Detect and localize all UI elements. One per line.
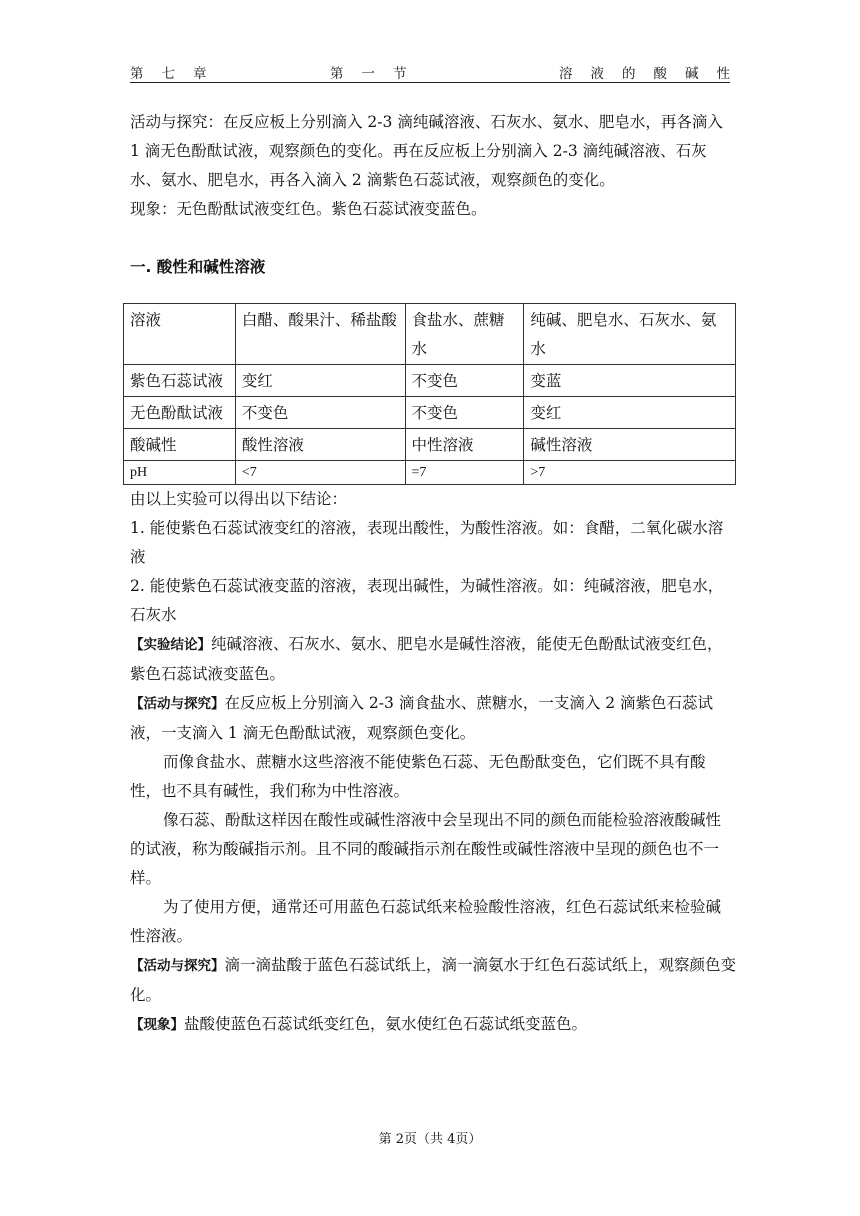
section-title: 一. 酸性和碱性溶液 [130, 258, 266, 276]
table-cell: 紫色石蕊试液 [124, 365, 236, 397]
table-cell: >7 [524, 461, 736, 485]
table-cell: 无色酚酞试液 [124, 397, 236, 429]
page-footer: 第 2页（共 4页） [378, 1132, 482, 1147]
conclusion-2: 2. 能使紫色石蕊试液变蓝的溶液，表现出碱性，为碱性溶液。如：纯碱溶液，肥皂水，石灰水 [130, 577, 724, 624]
test-paper-paragraph: 为了使用方便，通常还可用蓝色石蕊试纸来检验酸性溶液，红色石蕊试纸来检验碱性溶液。 [130, 898, 722, 945]
indicator-table [123, 303, 736, 485]
neutral-paragraph: 而像食盐水、蔗糖水这些溶液不能使紫色石蕊、无色酚酞变色，它们既不具有酸性，也不具有碱性，我们称为中性溶液。 [130, 753, 706, 800]
table-row [124, 461, 736, 485]
table-cell: pH [124, 461, 236, 485]
header-section: 第一节 [330, 66, 425, 82]
conclusion-intro: 由以上实验可以得出以下结论： [130, 490, 348, 508]
table-row [124, 397, 736, 429]
intro-phenomenon: 现象：无色酚酞试液变红色。紫色石蕊试液变蓝色。 [130, 200, 487, 218]
conclusion-1: 1. 能使紫色石蕊试液变红的溶液，表现出酸性，为酸性溶液。如：食醋，二氧化碳水溶液 [130, 519, 724, 566]
phenomenon-3 [130, 1010, 736, 1040]
page-content [130, 108, 736, 1040]
phenomenon-3-text: 盐酸使蓝色石蕊试纸变红色，氨水使红色石蕊试纸变蓝色。 [184, 1015, 588, 1033]
table-cell: 碱性溶液 [524, 429, 736, 461]
table-row [124, 304, 736, 365]
table-cell: 食盐水、蔗糖水 [405, 304, 524, 365]
header-topic: 溶液的酸碱性 [559, 66, 748, 82]
activity-2-text: 在反应板上分别滴入 2-3 滴食盐水、蔗糖水，一支滴入 2 滴紫色石蕊试液，一支滴入 1 滴无色酚酞试液，观察颜色变化。 [130, 694, 714, 742]
table-cell: =7 [405, 461, 524, 485]
activity-3-label: 【活动与探究】 [130, 958, 225, 974]
page-header [130, 62, 748, 83]
table-cell: 酸碱性 [124, 429, 236, 461]
experiment-conclusion-label: 【实验结论】 [130, 637, 211, 653]
table-row [124, 365, 736, 397]
intro-paragraph: 活动与探究：在反应板上分别滴入 2-3 滴纯碱溶液、石灰水、氨水、肥皂水，再各滴入 1 滴无色酚酞试液，观察颜色的变化。再在反应板上分别滴入 2-3 滴纯碱溶液、石灰水、氨水、肥皂水，再各入滴入 2 滴紫色石蕊试液，观察颜色的变化。 [130, 113, 723, 189]
table-cell: 不变色 [405, 365, 524, 397]
table-cell: 变蓝 [524, 365, 736, 397]
table-cell: 溶液 [124, 304, 236, 365]
table-cell: 中性溶液 [405, 429, 524, 461]
activity-2 [130, 689, 736, 748]
activity-3-text: 滴一滴盐酸于蓝色石蕊试纸上，滴一滴氨水于红色石蕊试纸上，观察颜色变化。 [130, 956, 737, 1004]
indicator-paragraph: 像石蕊、酚酞这样因在酸性或碱性溶液中会呈现出不同的颜色而能检验溶液酸碱性的试液，称为酸碱指示剂。且不同的酸碱指示剂在酸性或碱性溶液中呈现的颜色也不一样。 [130, 811, 722, 887]
table-cell: 纯碱、肥皂水、石灰水、氨水 [524, 304, 736, 365]
table-cell: <7 [235, 461, 405, 485]
activity-3 [130, 951, 736, 1010]
phenomenon-3-label: 【现象】 [130, 1017, 184, 1033]
experiment-conclusion [130, 630, 736, 689]
table-cell: 不变色 [405, 397, 524, 429]
activity-2-label: 【活动与探究】 [130, 696, 225, 712]
table-cell: 白醋、酸果汁、稀盐酸 [235, 304, 405, 365]
table-cell: 变红 [524, 397, 736, 429]
header-chapter: 第七章 [130, 66, 225, 82]
experiment-conclusion-text: 纯碱溶液、石灰水、氨水、肥皂水是碱性溶液，能使无色酚酞试液变红色，紫色石蕊试液变蓝色。 [130, 635, 723, 683]
table-cell: 变红 [235, 365, 405, 397]
table-cell: 酸性溶液 [235, 429, 405, 461]
table-cell: 不变色 [235, 397, 405, 429]
table-row [124, 429, 736, 461]
